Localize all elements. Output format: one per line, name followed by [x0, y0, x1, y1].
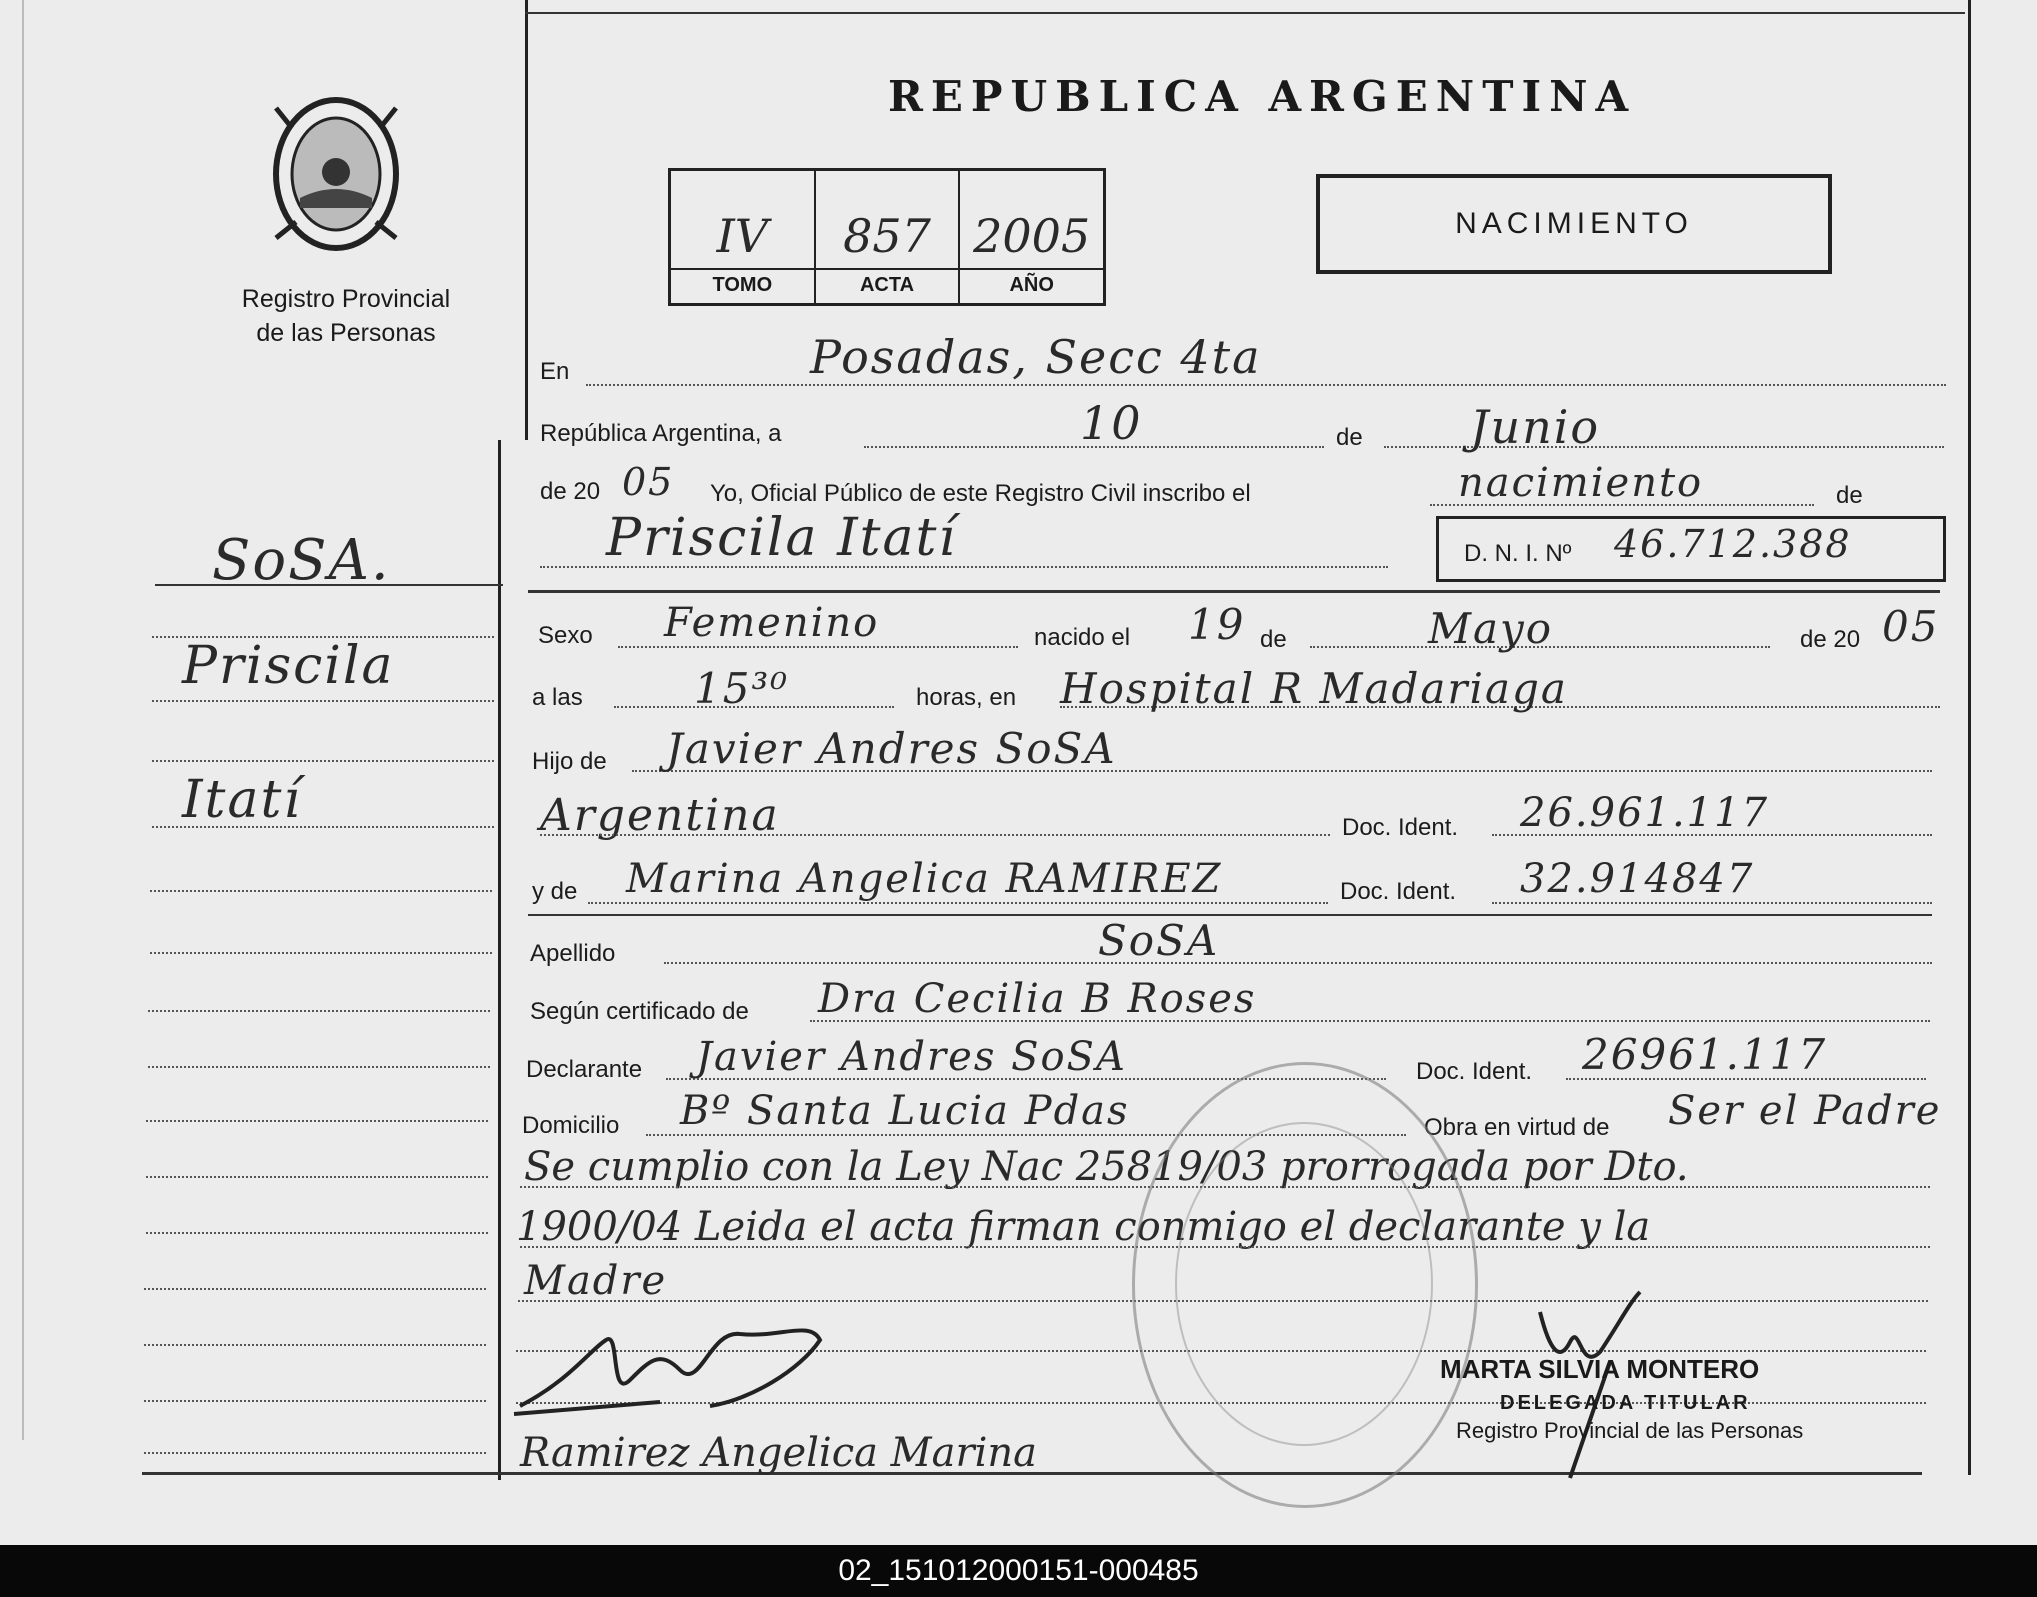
day-value: 10: [1080, 396, 1143, 450]
section-divider: [528, 590, 1940, 593]
month-value: Junio: [1470, 400, 1601, 454]
acta-label: ACTA: [816, 268, 959, 297]
margin-dotline: [148, 1066, 490, 1068]
inscription-type-value: nacimiento: [1458, 460, 1704, 506]
declarante-label: Declarante: [526, 1056, 643, 1083]
mother-dotline: [588, 902, 1328, 904]
nacido-label: nacido el: [1034, 624, 1131, 651]
margin-name-2: Itatí: [182, 770, 302, 830]
mother-signature: Ramirez Angelica Marina: [520, 1430, 1037, 1476]
margin-dotline: [144, 1452, 486, 1454]
en-dotline: [586, 384, 1946, 386]
margin-dotline: [144, 1344, 486, 1346]
registry-label-line-1: Registro Provincial: [241, 285, 451, 313]
republica-label: República Argentina, a: [540, 420, 782, 447]
official-title: DELEGADA TITULAR: [1500, 1392, 1751, 1414]
apellido-dotline: [664, 962, 1932, 964]
declarante-value: Javier Andres SoSA: [696, 1034, 1127, 1080]
document-id-bar: [0, 1545, 2037, 1597]
record-type-box: NACIMIENTO: [1316, 174, 1832, 274]
apellido-value: SoSA: [1098, 916, 1220, 965]
anio-label: AÑO: [960, 268, 1103, 297]
official-name: MARTA SILVIA MONTERO: [1440, 1354, 1760, 1384]
tomo-label: TOMO: [671, 268, 814, 297]
domicilio-label: Domicilio: [522, 1112, 620, 1139]
margin-dotline: [146, 1176, 488, 1178]
top-border: [525, 12, 1965, 14]
declarante-doc-value: 26961.117: [1582, 1030, 1828, 1079]
margin-surname: SoSA.: [212, 528, 391, 593]
sexo-value: Femenino: [664, 600, 880, 646]
dni-value: 46.712.388: [1614, 522, 1852, 566]
country-title: REPUBLICA ARGENTINA: [888, 72, 1637, 121]
birth-time-value: 15³⁰: [694, 664, 790, 713]
official-office: Registro Provincial de las Personas: [1456, 1418, 1804, 1443]
en-label: En: [540, 358, 570, 385]
mother-name-value: Marina Angelica RAMIREZ: [626, 856, 1223, 902]
horas-label: horas, en: [916, 684, 1017, 711]
anio-cell: [960, 171, 1103, 303]
birth-place-value: Hospital R Madariaga: [1060, 664, 1568, 713]
place-value: Posadas, Secc 4ta: [810, 330, 1262, 384]
birth-day-value: 19: [1188, 600, 1246, 649]
hijo-label: Hijo de: [532, 748, 607, 775]
tomo-value: IV: [716, 209, 769, 263]
anio-value: 2005: [973, 209, 1091, 263]
main-border-right: [1968, 0, 1971, 1475]
margin-dotline: [148, 1010, 490, 1012]
declarant-signature: [510, 1310, 840, 1440]
de-label: de: [1336, 424, 1363, 451]
child-name-value: Priscila Itatí: [606, 508, 958, 568]
obra-value: Ser el Padre: [1668, 1088, 1942, 1134]
margin-name-1: Priscila: [182, 636, 395, 696]
margin-dotline: [146, 1120, 488, 1122]
month-dotline: [1384, 446, 1944, 448]
main-border-left-lower: [498, 440, 501, 1480]
birth-month-value: Mayo: [1428, 604, 1554, 653]
apellido-label: Apellido: [530, 940, 616, 967]
birth-year-suffix-value: 05: [1882, 602, 1940, 651]
document-id: 02_151012000151-000485: [838, 1554, 1199, 1587]
domicilio-value: Bº Santa Lucia Pdas: [680, 1088, 1130, 1134]
margin-dotline: [152, 636, 494, 638]
margin-dotline: [144, 1288, 486, 1290]
oficial-text: Yo, Oficial Público de este Registro Civil inscribo el: [710, 480, 1251, 507]
birth-year-prefix-label: de 20: [1800, 626, 1861, 653]
margin-dotline: [144, 1400, 486, 1402]
official-stamp-inner: [1175, 1122, 1433, 1446]
registry-label: [196, 282, 496, 350]
father-nationality-value: Argentina: [540, 790, 780, 841]
dni-label: D. N. I. Nº: [1464, 540, 1572, 567]
volume-box: [668, 168, 1106, 306]
doc-label-2: Doc. Ident.: [1340, 878, 1457, 905]
acta-value: 857: [843, 209, 931, 263]
sexo-dotline: [618, 646, 1018, 648]
obra-label: Obra en virtud de: [1424, 1114, 1610, 1141]
father-name-value: Javier Andres SoSA: [666, 724, 1117, 773]
cert-label: Según certificado de: [530, 998, 749, 1025]
yde-label: y de: [532, 878, 578, 905]
section-divider: [528, 914, 1932, 916]
registry-label-line-2: de las Personas: [256, 319, 436, 347]
doc-label-1: Doc. Ident.: [1342, 814, 1459, 841]
margin-dotline: [150, 952, 492, 954]
acta-cell: [816, 171, 961, 303]
margin-dotline: [152, 700, 494, 702]
mother-doc-dotline: [1492, 902, 1932, 904]
cert-value: Dra Cecilia B Roses: [818, 976, 1257, 1022]
main-border-left: [525, 0, 528, 440]
year-prefix-label: de 20: [540, 478, 601, 505]
margin-dotline: [146, 1232, 488, 1234]
note-line-2: 1900/04 Leida el acta firman conmigo el declarante y la: [516, 1204, 1651, 1250]
sexo-label: Sexo: [538, 622, 593, 649]
note-line-1: Se cumplio con la Ley Nac 25819/03 prorrogada por Dto.: [524, 1144, 1689, 1190]
father-doc-value: 26.961.117: [1520, 790, 1770, 836]
note-line-3: Madre: [524, 1258, 668, 1304]
de-label-2: de: [1836, 482, 1863, 509]
alas-label: a las: [532, 684, 583, 711]
margin-dotline: [150, 890, 492, 892]
margin-dotline: [152, 760, 494, 762]
margin-dotline: [152, 826, 494, 828]
doc-label-3: Doc. Ident.: [1416, 1058, 1533, 1085]
year-suffix-value: 05: [622, 460, 675, 504]
provincial-seal-icon: [262, 88, 410, 260]
left-edge-line: [22, 0, 24, 1440]
tomo-cell: [671, 171, 816, 303]
de-label-3: de: [1260, 626, 1287, 653]
mother-doc-value: 32.914847: [1520, 856, 1755, 902]
margin-line-1: [155, 584, 503, 586]
nationality-dotline: [540, 834, 1330, 836]
